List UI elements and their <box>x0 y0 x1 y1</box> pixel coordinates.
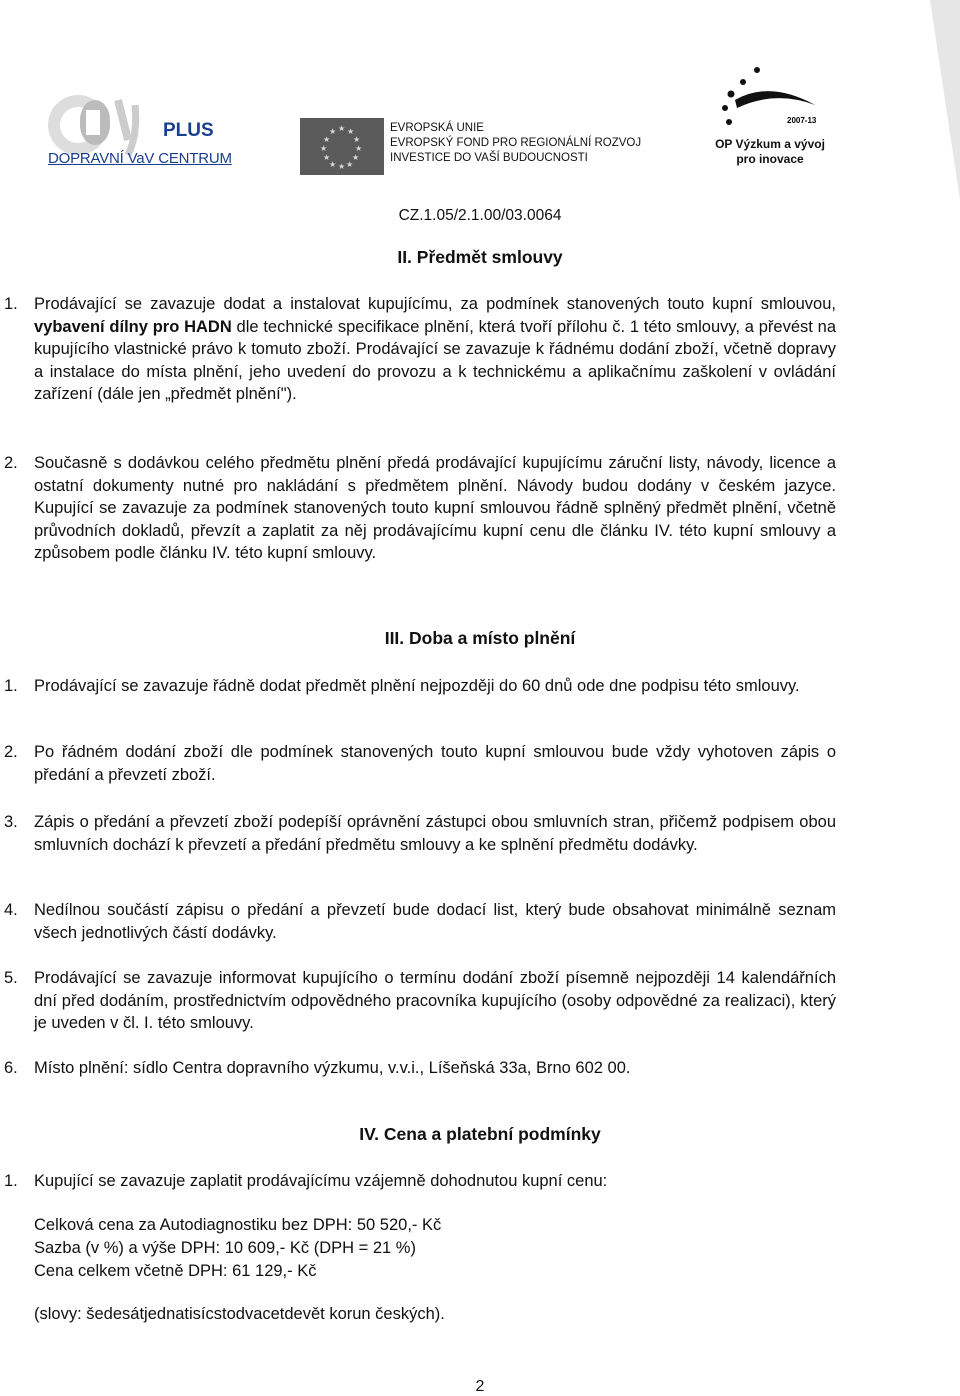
svg-text:★: ★ <box>323 153 331 162</box>
svg-text:★: ★ <box>338 162 346 171</box>
paragraph-number: 1. <box>4 295 18 313</box>
price-in-words: (slovy: šedesátjednatisícstodvacetdevět korun českých). <box>34 1305 445 1323</box>
paragraph: Po řádném dodání zboží dle podmínek stanovených touto kupní smlouvou bude vždy vyhotoven zápis o předání a převzetí zboží. <box>34 743 836 784</box>
eu-flag-icon <box>300 118 384 175</box>
op-year: 2007-13 <box>787 116 817 125</box>
paragraph-number: 3. <box>4 813 18 831</box>
section-heading: II. Předmět smlouvy <box>397 247 563 267</box>
op-text <box>715 137 825 167</box>
cdv-name-label: DOPRAVNÍ VaV CENTRUM <box>48 150 232 167</box>
paragraph: Kupující se zavazuje zaplatit prodávajícímu vzájemně dohodnutou kupní cenu: <box>34 1172 608 1190</box>
op-vavpi-logo-icon <box>695 60 825 135</box>
svg-text:★: ★ <box>347 127 355 136</box>
price-line: Celková cena za Autodiagnostiku bez DPH: 50 520,- Kč <box>34 1216 442 1234</box>
paragraph: Nedílnou součástí zápisu o předání a převzetí bude dodací list, který bude obsahovat minimálně seznam všech jednotlivých částí dodávky. <box>34 901 836 942</box>
cdv-plus-label: PLUS <box>163 120 214 141</box>
eu-line: EVROPSKÝ FOND PRO REGIONÁLNÍ ROZVOJ <box>390 137 642 149</box>
eu-line: EVROPSKÁ UNIE <box>390 122 484 134</box>
section-heading: III. Doba a místo plnění <box>384 628 576 648</box>
paragraph: Prodávající se zavazuje informovat kupujícího o termínu dodání zboží písemně nejpozději 14 kalendářních dní před dodáním, prostřednictvím odpovědného pracovníka kupujícího (osoby odpovědné za realizaci), který je uveden v čl. I. této smlouvy. <box>34 969 836 1032</box>
price-line: Sazba (v %) a výše DPH: 10 609,- Kč (DPH = 21 %) <box>34 1239 416 1257</box>
paragraph: Zápis o předání a převzetí zboží podepíší oprávnění zástupci obou smluvních stran, přičemž podpisem obou smluvních dochází k převzetí a předání předmětu smlouvy a ke splnění předmětu dodávky. <box>34 813 836 854</box>
svg-text:★: ★ <box>329 127 337 136</box>
page-number: 2 <box>475 1378 485 1395</box>
paragraph: Prodávající se zavazuje řádně dodat předmět plnění nejpozději do 60 dnů ode dne podpisu této smlouvy. <box>34 677 800 695</box>
svg-text:★: ★ <box>352 153 360 162</box>
price-line: Cena celkem včetně DPH: 61 129,- Kč <box>34 1262 317 1280</box>
section-heading: IV. Cena a platební podmínky <box>359 1124 601 1144</box>
project-code: CZ.1.05/2.1.00/03.0064 <box>398 207 562 224</box>
paragraph-number: 1. <box>4 677 18 695</box>
paragraph-number: 4. <box>4 901 18 919</box>
op-line: pro inovace <box>736 152 804 166</box>
paragraph-text: Prodávající se zavazuje dodat a instalovat kupujícímu, za podmínek stanovených touto kupní smlouvou, <box>34 295 836 313</box>
svg-text:★: ★ <box>323 135 331 144</box>
svg-text:★: ★ <box>329 160 337 169</box>
svg-text:★: ★ <box>338 124 346 133</box>
paragraph-text: dle technické specifikace plnění, která tvoří přílohu č. 1 této smlouvy, a převést na kupujícího vlastnické právo k tomuto zboží. Prodávající se zavazuje k řádnému dodání zboží, včetně dopravy a instalace do místa plnění, jeho uvedení do provozu a k technickému a aplikačnímu zaškolení v ovládání zařízení (dále jen „předmět plnění"). <box>34 317 836 403</box>
paragraph-number: 2. <box>4 743 18 761</box>
svg-text:★: ★ <box>320 144 328 153</box>
paragraph-number: 1. <box>4 1172 18 1190</box>
op-line: OP Výzkum a vývoj <box>715 137 825 151</box>
paragraph-number: 6. <box>4 1059 18 1077</box>
paragraph <box>34 293 836 406</box>
paragraph: Místo plnění: sídlo Centra dopravního výzkumu, v.v.i., Líšeňská 33a, Brno 602 00. <box>34 1059 631 1077</box>
paragraph-number: 2. <box>4 454 18 472</box>
paragraph: Současně s dodávkou celého předmětu plnění předá prodávající kupujícímu záruční listy, návody, licence a ostatní dokumenty nutné pro nakládání s předmětem plnění. Návody budou dodány v českém jazyce. Kupující se zavazuje za podmínek stanovených touto kupní smlouvou řádně splněný předmět plnění, včetně průvodních dokladů, převzít a zaplatit za něj prodávajícímu kupní cenu dle článku IV. této kupní smlouvy a způsobem podle článku IV. této kupní smlouvy. <box>34 454 836 562</box>
scan-edge-decoration <box>930 0 960 200</box>
eu-line: INVESTICE DO VAŠÍ BUDOUCNOSTI <box>390 152 588 164</box>
paragraph-bold-text: vybavení dílny pro HADN <box>34 317 232 336</box>
eu-text <box>390 121 641 166</box>
svg-text:★: ★ <box>346 160 354 169</box>
svg-text:★: ★ <box>355 144 363 153</box>
paragraph-number: 5. <box>4 969 18 987</box>
svg-text:★: ★ <box>353 135 361 144</box>
